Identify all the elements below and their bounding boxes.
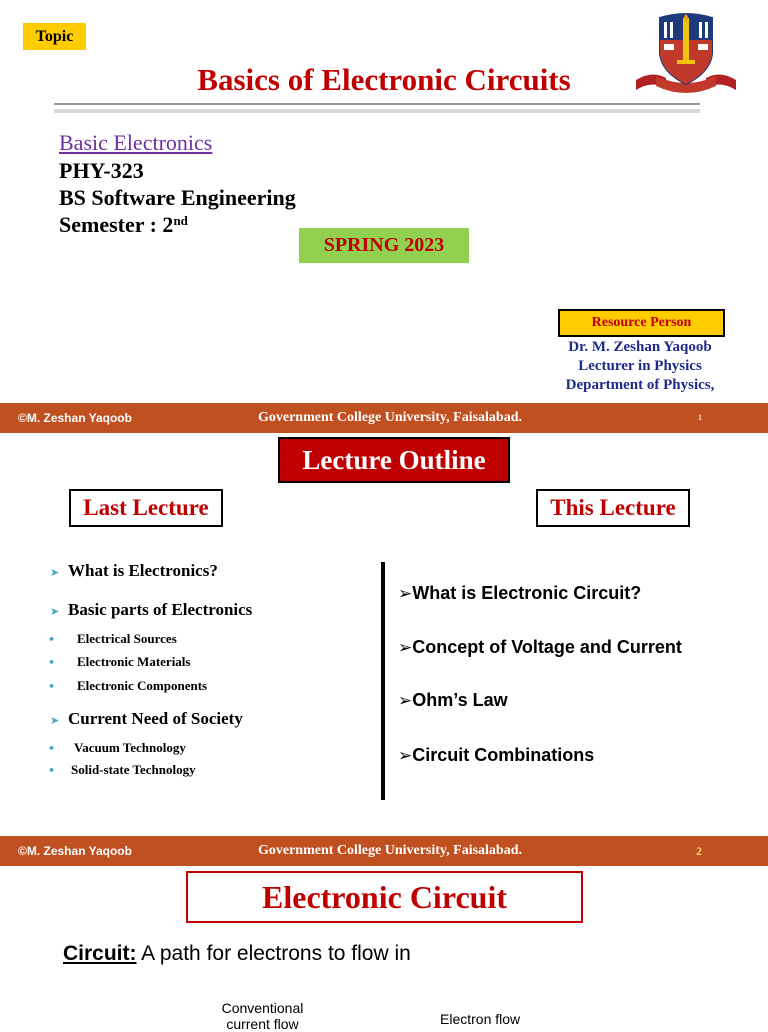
program-name: BS Software Engineering	[59, 185, 296, 210]
last-item-label: Basic parts of Electronics	[68, 600, 253, 619]
this-item-label: Concept of Voltage and Current	[412, 637, 682, 657]
last-item-label: Current Need of Society	[68, 709, 243, 728]
arrow-bullet-icon: ➤	[50, 605, 60, 618]
arrowhead-bullet-icon: ➢	[398, 584, 413, 604]
sub-item	[48, 653, 190, 672]
column-divider	[381, 562, 385, 800]
arrowhead-bullet-icon: ➢	[398, 638, 413, 658]
semester-label: Semester : 2	[59, 212, 174, 237]
sub-item	[48, 739, 186, 758]
course-code: PHY-323	[59, 158, 144, 183]
footer-copyright: ©M. Zeshan Yaqoob	[18, 844, 132, 858]
dot-bullet-icon: •	[48, 764, 56, 777]
footer-university: Government College University, Faisalabad.	[257, 843, 523, 858]
resource-position: Lecturer in Physics	[578, 358, 702, 374]
resource-person-badge: Resource Person	[558, 309, 725, 337]
arrow-bullet-icon: ➤	[50, 714, 60, 727]
slide3-title: Electronic Circuit	[186, 871, 583, 923]
title-divider-thick	[54, 109, 700, 113]
sub-item-label: Electronic Materials	[77, 654, 191, 669]
this-item-label: Ohm’s Law	[412, 690, 508, 710]
title-divider-thin	[54, 103, 700, 105]
arrowhead-bullet-icon: ➢	[398, 691, 413, 711]
sub-item	[48, 761, 196, 780]
dot-bullet-icon: •	[48, 633, 56, 646]
slide1-footer	[0, 403, 768, 433]
sub-item-label: Solid-state Technology	[71, 762, 196, 777]
footer-copyright: ©M. Zeshan Yaqoob	[18, 411, 132, 425]
this-item	[398, 744, 594, 767]
footer-page-number: 2	[696, 844, 702, 858]
footer-university: Government College University, Faisalabad.	[257, 410, 523, 425]
sub-item-label: Vacuum Technology	[74, 740, 186, 755]
this-item	[398, 689, 508, 712]
last-item	[50, 560, 218, 584]
this-item	[398, 582, 641, 605]
this-item-label: What is Electronic Circuit?	[412, 583, 642, 603]
arrow-bullet-icon: ➤	[50, 566, 60, 579]
course-name: Basic Electronics	[59, 130, 213, 155]
electron-flow-label: Electron flow	[440, 1011, 521, 1027]
last-item	[50, 708, 243, 732]
sub-item-label: Electronic Components	[77, 678, 208, 693]
last-lecture-heading: Last Lecture	[69, 489, 223, 527]
semester-suffix: nd	[173, 213, 188, 228]
semester	[59, 211, 188, 239]
arrowhead-bullet-icon: ➢	[398, 746, 413, 766]
dot-bullet-icon: •	[48, 742, 56, 755]
conventional-current-label: Conventional current flow	[221, 1000, 304, 1032]
dot-bullet-icon: •	[48, 680, 56, 693]
last-item-label: What is Electronics?	[68, 561, 218, 580]
circuit-term: Circuit:	[63, 942, 137, 965]
sub-item	[48, 630, 177, 649]
slide2-footer	[0, 836, 768, 866]
resource-department: Department of Physics,	[565, 377, 715, 393]
dot-bullet-icon: •	[48, 656, 56, 669]
this-item	[398, 636, 682, 659]
sub-item-label: Electrical Sources	[77, 631, 177, 646]
topic-badge: Topic	[23, 23, 86, 50]
slide1-title: Basics of Electronic Circuits	[197, 62, 571, 97]
last-item	[50, 599, 252, 623]
term-badge: SPRING 2023	[299, 228, 469, 263]
this-item-label: Circuit Combinations	[412, 745, 595, 765]
this-lecture-heading: This Lecture	[536, 489, 690, 527]
circuit-definition	[63, 940, 411, 968]
sub-item	[48, 677, 207, 696]
resource-name: Dr. M. Zeshan Yaqoob	[568, 339, 712, 355]
footer-page-number: 1	[698, 413, 702, 422]
circuit-definition-text: A path for electrons to flow in	[136, 942, 411, 965]
slide2-title: Lecture Outline	[278, 437, 510, 483]
